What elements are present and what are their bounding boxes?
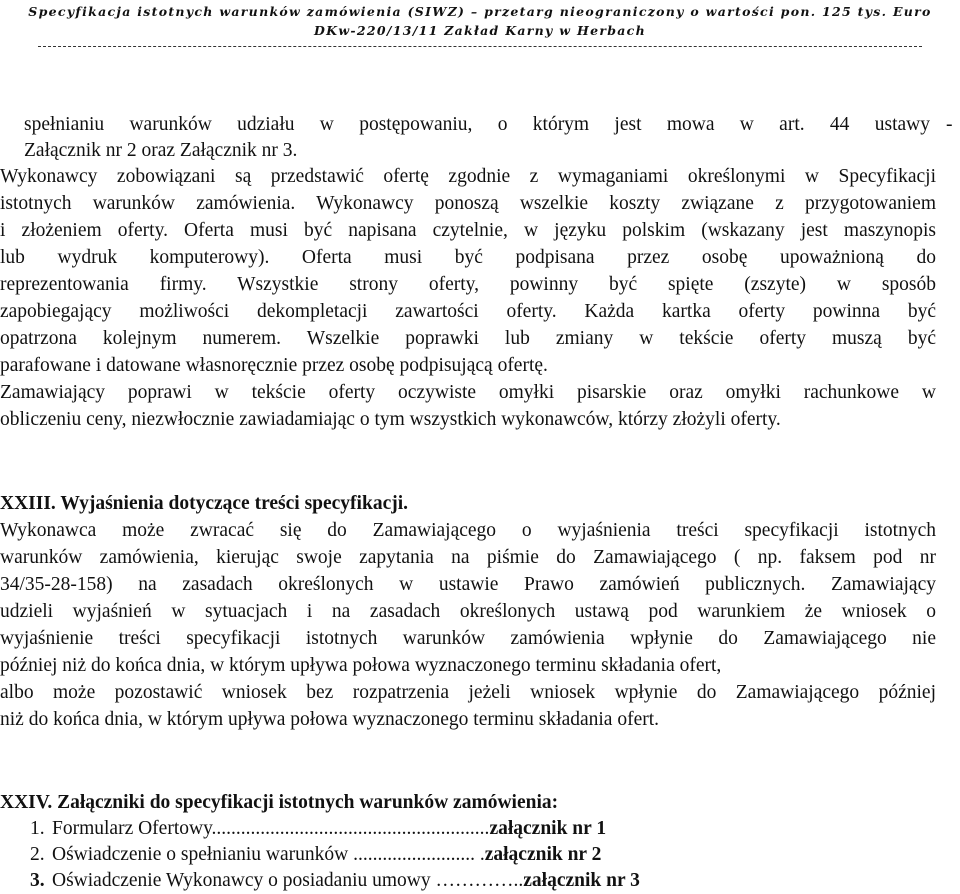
body-line: wyjaśnienie treści specyfikacji istotnych warunków zamówienia wpłynie do Zamawiającego nie	[0, 628, 936, 649]
attachment-number: 3.	[30, 870, 45, 891]
body-line: parafowane i datowane własnoręcznie przez osobę podpisującą ofertę.	[0, 355, 548, 376]
body-line: udzieli wyjaśnień w sytuacjach i na zasadach określonych ustawą pod warunkiem że wniosek o	[0, 601, 936, 622]
attachment-item	[30, 816, 606, 842]
header-title: Specyfikacja istotnych warunków zamówienia (SIWZ) – przetarg nieograniczony o wartości pon. 125 tys. Euro	[28, 4, 932, 19]
body-line: i złożeniem oferty. Oferta musi być napisana czytelnie, w języku polskim (wskazany jest maszynopis	[0, 220, 936, 241]
intro-line: spełnianiu warunków udziału w postępowaniu, o którym jest mowa w art. 44 ustawy	[24, 114, 930, 135]
attachment-item	[30, 842, 601, 868]
intro-line: Załącznik nr 2 oraz Załącznik nr 3.	[24, 140, 298, 161]
body-line: lub wydruk komputerowy). Oferta musi być podpisana przez osobę upoważnioną do	[0, 247, 936, 268]
attachment-title: Oświadczenie o spełnianiu warunków ......................... .	[52, 844, 485, 865]
body-line: warunków zamówienia, kierując swoje zapytania na piśmie do Zamawiającego ( np. faksem pod nr	[0, 547, 936, 568]
body-line: niż do końca dnia, w którym upływa połowa wyznaczonego terminu składania ofert.	[0, 709, 660, 730]
body-line: obliczeniu ceny, niezwłocznie zawiadamiając o tym wszystkich wykonawców, którzy złożyli oferty.	[0, 409, 781, 430]
attachment-reference: załącznik nr 2	[484, 844, 602, 865]
header-divider	[38, 46, 922, 47]
body-line: albo może pozostawić wniosek bez rozpatrzenia jeżeli wniosek wpłynie do Zamawiającego później	[0, 682, 936, 703]
body-line: później niż do końca dnia, w którym upływa połowa wyznaczonego terminu składania ofert,	[0, 655, 722, 676]
body-line: Wykonawcy zobowiązani są przedstawić ofertę zgodnie z wymaganiami określonymi w Specyfikacji	[0, 166, 936, 187]
intro-line-dash: -	[946, 114, 953, 135]
attachment-reference: załącznik nr 1	[489, 818, 607, 839]
attachment-title: Oświadczenie Wykonawcy o posiadaniu umowy …………..	[52, 870, 524, 891]
body-line: Zamawiający poprawi w tekście oferty oczywiste omyłki pisarskie oraz omyłki rachunkowe w	[0, 382, 936, 403]
body-line: Wykonawca może zwracać się do Zamawiającego o wyjaśnienia treści specyfikacji istotnych	[0, 520, 936, 541]
body-line: reprezentowania firmy. Wszystkie strony oferty, powinny być spięte (zszyte) w sposób	[0, 274, 936, 295]
body-line: istotnych warunków zamówienia. Wykonawcy ponoszą wszelkie koszty związane z przygotowaniem	[0, 193, 936, 214]
body-line: opatrzona kolejnym numerem. Wszelkie poprawki lub zmiany w tekście oferty muszą być	[0, 328, 936, 349]
attachment-item	[30, 868, 640, 894]
body-line: 34/35-28-158) na zasadach określonych w ustawie Prawo zamówień publicznych. Zamawiający	[0, 574, 936, 595]
section-heading: XXIV. Załączniki do specyfikacji istotnych warunków zamówienia:	[0, 792, 559, 813]
header-case-number: DKw-220/13/11 Zakład Karny w Herbach	[314, 23, 646, 38]
attachment-number: 2.	[30, 844, 45, 865]
section-heading: XXIII. Wyjaśnienia dotyczące treści specyfikacji.	[0, 493, 409, 514]
attachment-number: 1.	[30, 818, 45, 839]
attachment-title: Formularz Ofertowy.........................................................	[52, 818, 490, 839]
attachment-reference: załącznik nr 3	[523, 870, 640, 891]
body-line: zapobiegający możliwości dekompletacji zawartości oferty. Każda kartka oferty powinna być	[0, 301, 936, 322]
document-header	[0, 0, 960, 40]
